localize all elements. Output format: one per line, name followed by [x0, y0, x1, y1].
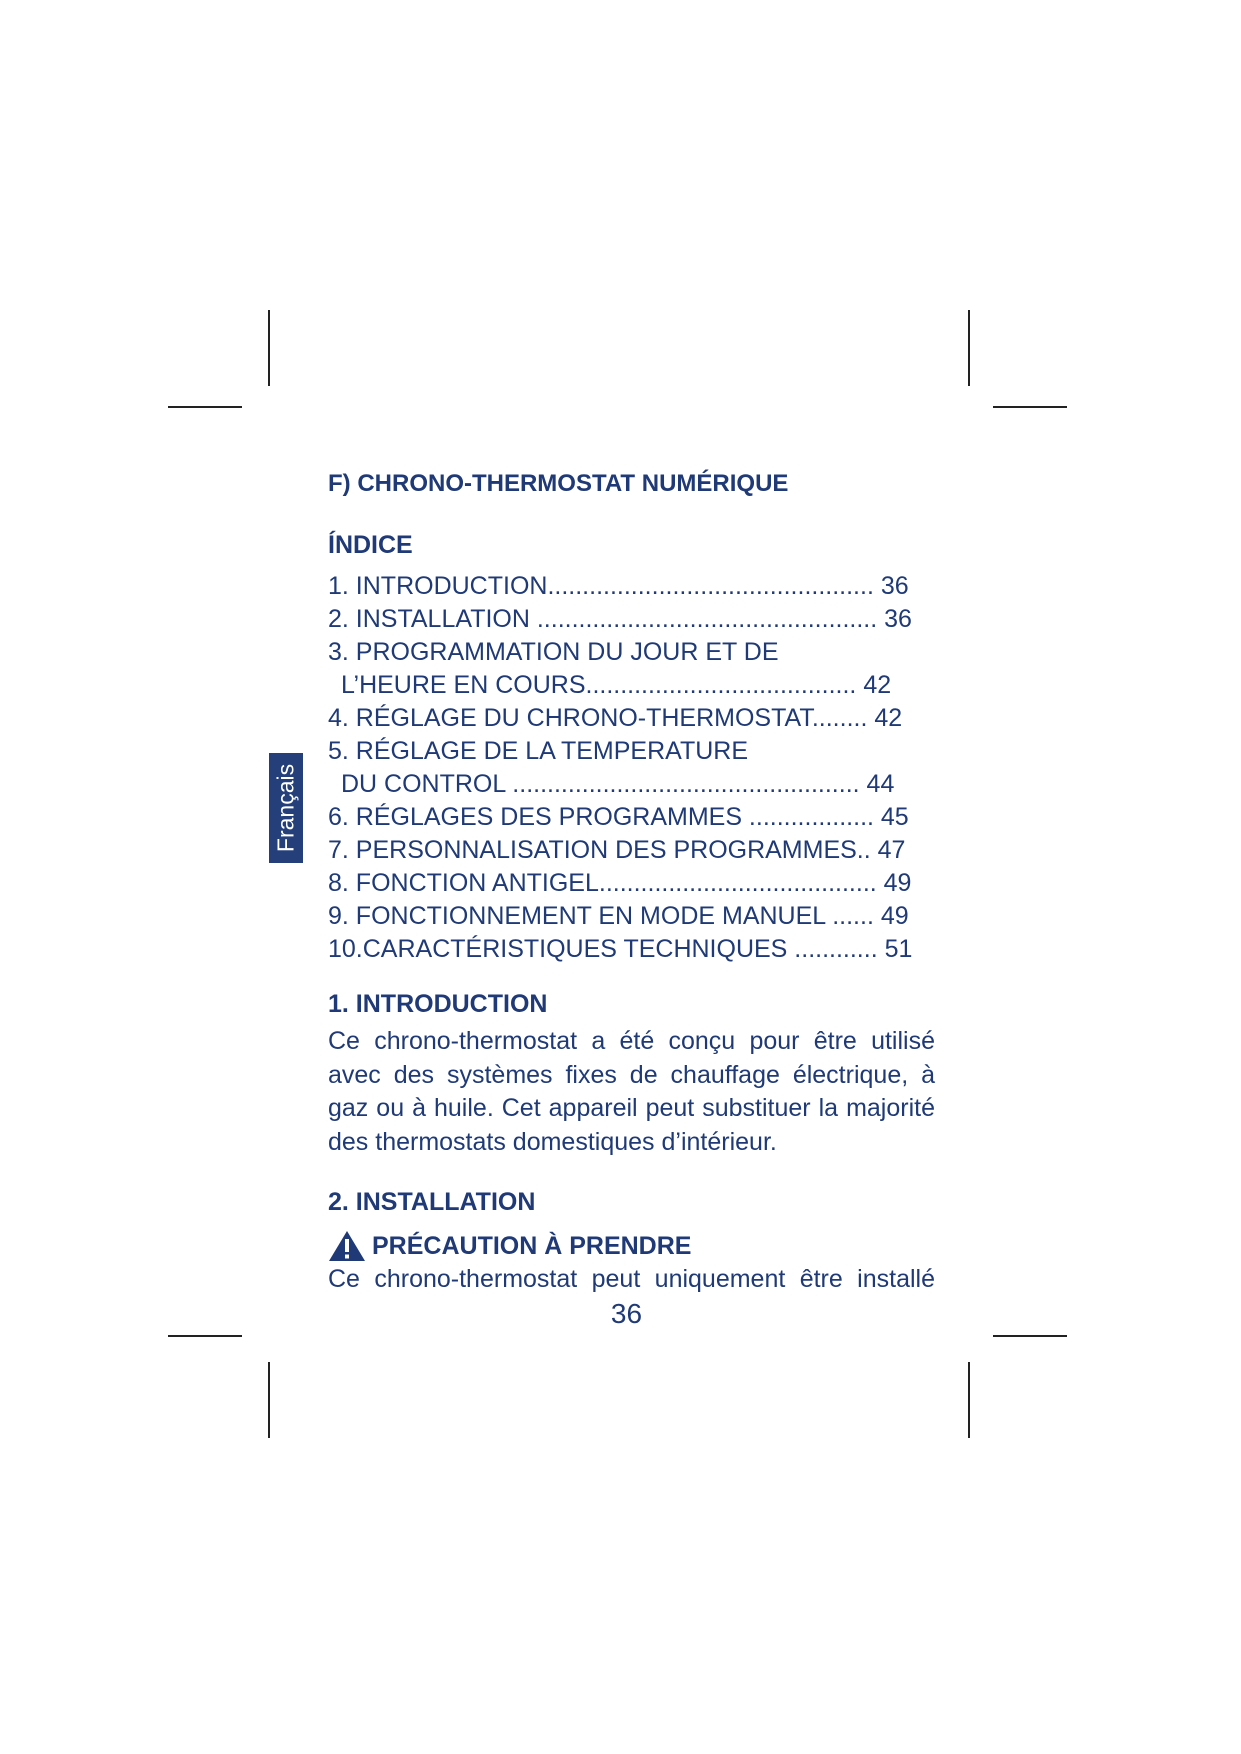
toc-entry: L’HEURE EN COURS....................................... 42 [341, 671, 892, 699]
precaution-label: PRÉCAUTION À PRENDRE [372, 1231, 692, 1260]
crop-mark [168, 406, 242, 408]
precaution-heading [328, 1229, 691, 1263]
toc-entry: 2. INSTALLATION ................................................. 36 [328, 605, 912, 633]
toc-entry: 7. PERSONNALISATION DES PROGRAMMES.. 47 [328, 836, 906, 864]
installation-paragraph: Ce chrono-thermostat peut uniquement être installé [328, 1265, 935, 1293]
page-number-text: 36 [610, 1298, 643, 1329]
table-of-contents [328, 570, 928, 966]
warning-triangle-icon [328, 1230, 366, 1262]
crop-mark [968, 1362, 970, 1438]
installation-heading: 2. INSTALLATION [328, 1188, 536, 1216]
toc-entry: 9. FONCTIONNEMENT EN MODE MANUEL ...... 49 [328, 902, 909, 930]
toc-entry: 10.CARACTÉRISTIQUES TECHNIQUES ............ 51 [328, 935, 913, 963]
crop-mark [993, 406, 1067, 408]
introduction-heading: 1. INTRODUCTION [328, 990, 548, 1018]
crop-mark [993, 1335, 1067, 1337]
toc-entry: 1. INTRODUCTION............................................... 36 [328, 572, 909, 600]
crop-mark [168, 1335, 242, 1337]
toc-entry: 3. PROGRAMMATION DU JOUR ET DE [328, 638, 779, 666]
toc-entry: 6. RÉGLAGES DES PROGRAMMES .................. 45 [328, 803, 909, 831]
document-title: F) CHRONO-THERMOSTAT NUMÉRIQUE [328, 470, 789, 497]
introduction-paragraph: Ce chrono-thermostat a été conçu pour être utilisé avec des systèmes fixes de chauffage électrique, à gaz ou à huile. Cet appareil peut substituer la majorité des thermostats domestiques d’intérieur. [328, 1027, 935, 1156]
language-tab-label: Français [272, 763, 299, 853]
toc-entry: 8. FONCTION ANTIGEL........................................ 49 [328, 869, 912, 897]
toc-entry: 4. RÉGLAGE DU CHRONO-THERMOSTAT........ 42 [328, 704, 903, 732]
index-heading: ÍNDICE [328, 531, 413, 559]
crop-mark [968, 310, 970, 386]
crop-mark [268, 1362, 270, 1438]
crop-mark [268, 310, 270, 386]
language-tab [269, 753, 303, 863]
page-number [0, 1298, 1241, 1330]
toc-entry: 5. RÉGLAGE DE LA TEMPERATURE [328, 737, 749, 765]
toc-entry: DU CONTROL .................................................. 44 [341, 770, 895, 798]
